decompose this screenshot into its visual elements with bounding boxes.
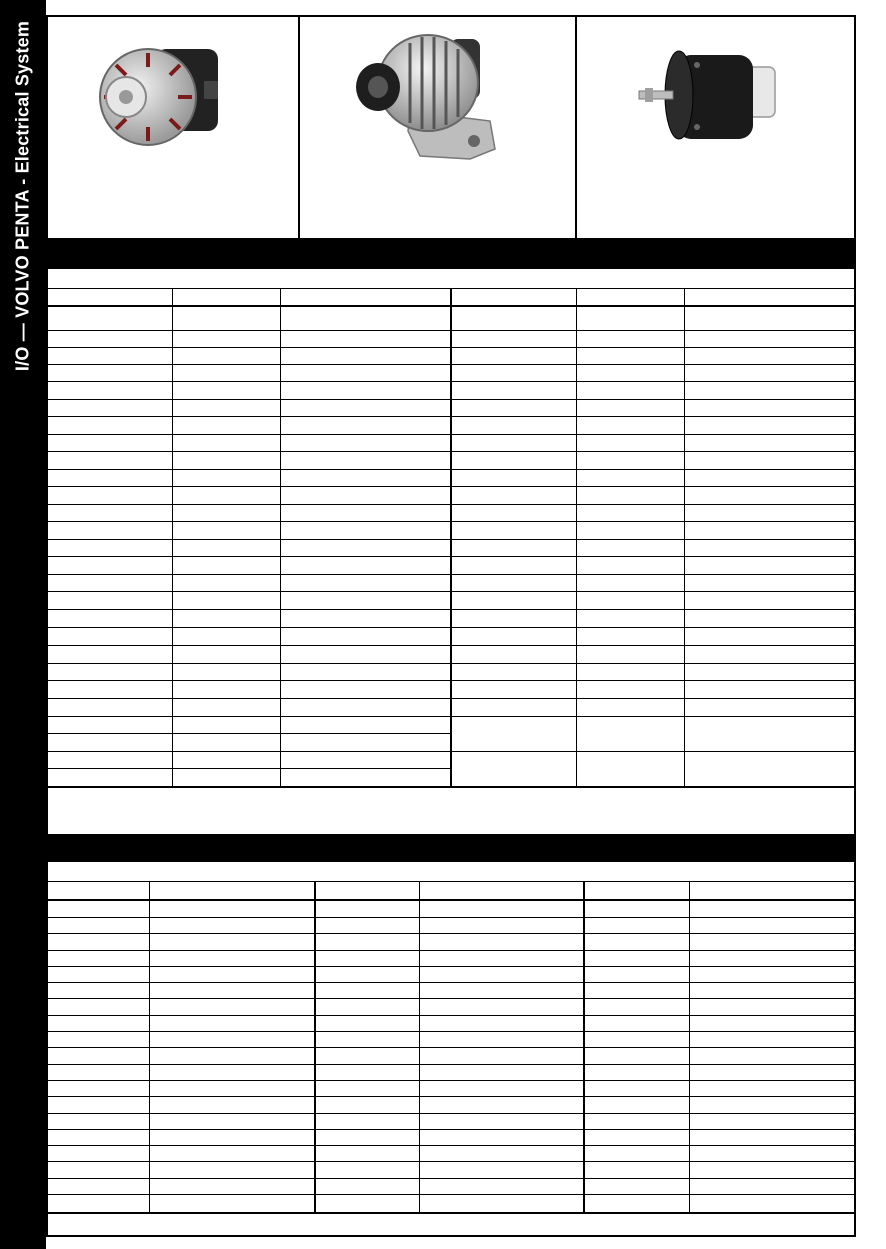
photo-cell-3 — [577, 17, 854, 238]
table-row-line — [48, 609, 451, 610]
table-row-line — [451, 416, 854, 417]
side-title-area — [0, 0, 46, 392]
table-row-line — [451, 399, 854, 400]
table-row-line — [48, 899, 854, 901]
table-row-line — [48, 966, 854, 967]
table-row-line — [48, 1047, 854, 1048]
table-row-line — [451, 574, 854, 575]
table-row-line — [48, 381, 451, 382]
photo-cell-2 — [300, 17, 577, 238]
table-row-line — [451, 486, 854, 487]
alternator-with-bracket-icon — [350, 31, 500, 161]
table-row-line — [451, 663, 854, 664]
table-row-line — [48, 1080, 854, 1081]
table-column-line — [689, 881, 690, 1212]
table-row-line — [48, 1145, 854, 1146]
table-row-line — [48, 364, 451, 365]
table-row-line — [48, 933, 854, 934]
table-row-line — [48, 917, 854, 918]
table-row-line — [48, 574, 451, 575]
section-2-header — [48, 834, 854, 862]
photo-cell-1 — [48, 17, 300, 238]
table-row-line — [48, 591, 451, 592]
table-row-line — [48, 451, 451, 452]
table-row-line — [451, 521, 854, 522]
table-row-line — [48, 645, 451, 646]
table-row-line — [48, 521, 451, 522]
table-row-line — [48, 998, 854, 999]
table-row-line — [48, 1212, 854, 1214]
table-row-line — [451, 539, 854, 540]
table-row-line — [48, 733, 451, 734]
table-row-line — [451, 364, 854, 365]
starter-motor-icon — [635, 39, 785, 149]
table-row-line — [451, 680, 854, 681]
table-row-line — [48, 1064, 854, 1065]
table-row-line — [48, 504, 451, 505]
section-1-header — [48, 240, 854, 269]
table-row-line — [48, 751, 451, 752]
table-row-line — [48, 698, 451, 699]
table-row-line — [48, 1031, 854, 1032]
table-row-line — [451, 434, 854, 435]
table-row-line — [451, 381, 854, 382]
table-row-line — [451, 609, 854, 610]
table-row-line — [48, 1113, 854, 1114]
table-row-line — [48, 1096, 854, 1097]
table-row-line — [451, 504, 854, 505]
table-row-line — [48, 330, 451, 331]
table-row-line — [48, 627, 451, 628]
table-column-line — [149, 881, 150, 1212]
table-row-line — [451, 469, 854, 470]
table-row-line — [451, 716, 854, 717]
table-row-line — [48, 1015, 854, 1016]
table-column-line — [576, 288, 577, 786]
table-row-line — [48, 786, 854, 788]
table-row-line — [48, 416, 451, 417]
table-row-line — [48, 434, 451, 435]
table-row-line — [451, 591, 854, 592]
photo-row — [48, 17, 854, 238]
table-row-line — [48, 663, 451, 664]
table-row-line — [48, 539, 451, 540]
table-row-line — [48, 556, 451, 557]
table-column-line — [450, 288, 452, 786]
side-title: I/O — VOLVO PENTA - Electrical System — [12, 20, 33, 372]
table-row-line — [48, 716, 451, 717]
table-row-line — [451, 698, 854, 699]
table-row-line — [48, 881, 854, 882]
table-column-line — [314, 881, 316, 1212]
table-row-line — [48, 1178, 854, 1179]
table-row-line — [48, 768, 451, 769]
table-row-line — [48, 1161, 854, 1162]
table-row-line — [451, 347, 854, 348]
table-row-line — [48, 950, 854, 951]
table-row-line — [48, 469, 451, 470]
table-row-line — [451, 556, 854, 557]
table-row-line — [48, 486, 451, 487]
table-row-line — [451, 627, 854, 628]
table-column-line — [419, 881, 420, 1212]
table-column-line — [684, 288, 685, 786]
table-column-line — [583, 881, 585, 1212]
alternator-icon — [86, 39, 226, 149]
table-row-line — [48, 982, 854, 983]
table-row-line — [48, 1194, 854, 1195]
table-row-line — [48, 399, 451, 400]
table-column-line — [280, 288, 281, 786]
table-row-line — [451, 751, 854, 752]
table-row-line — [48, 347, 451, 348]
table-row-line — [48, 680, 451, 681]
table-column-line — [172, 288, 173, 786]
table-row-line — [451, 451, 854, 452]
table-row-line — [451, 330, 854, 331]
table-row-line — [48, 1129, 854, 1130]
table-row-line — [451, 645, 854, 646]
